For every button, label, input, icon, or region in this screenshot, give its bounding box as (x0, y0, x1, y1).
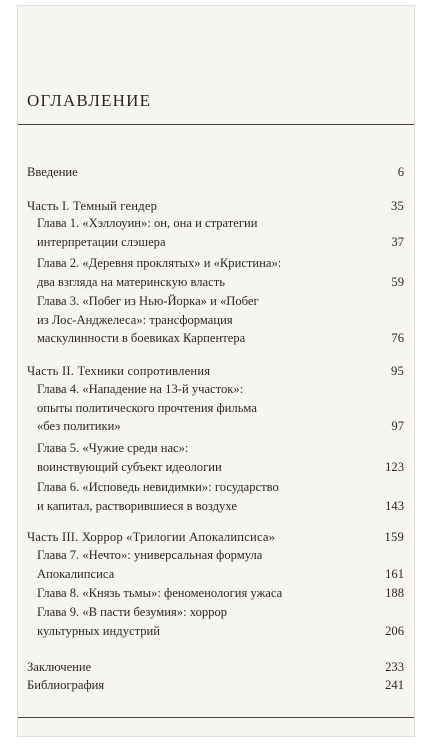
toc-chapter-7 (37, 546, 404, 583)
toc-entry-intro (27, 163, 404, 182)
toc-entry-title: Библиография (27, 678, 105, 692)
toc-entry-bibliography (27, 676, 404, 695)
toc-entry-title: Введение (27, 165, 78, 179)
toc-chapter-line: Глава 1. «Хэллоуин»: он, она и стратегии (37, 216, 258, 230)
toc-heading: ОГЛАВЛЕНИЕ (27, 91, 152, 110)
toc-chapter-1 (37, 214, 404, 251)
toc-page-number: 97 (391, 419, 404, 434)
toc-chapter-line: воинствующий субъект идеологии (37, 459, 222, 474)
toc-page-number: 188 (385, 586, 404, 600)
toc-page-number: 233 (385, 660, 404, 674)
toc-chapter-line: Глава 2. «Деревня проклятых» и «Кристина»: (37, 256, 282, 270)
toc-page-number: 123 (385, 459, 404, 474)
toc-page-number: 161 (385, 566, 404, 581)
toc-part-1 (27, 197, 404, 216)
toc-top-rule (18, 124, 414, 125)
toc-chapter-5 (37, 439, 404, 476)
toc-chapter-line: Глава 5. «Чужие среди нас»: (37, 441, 189, 455)
toc-chapter-line: Глава 9. «В пасти безумия»: хоррор (37, 605, 228, 619)
toc-page-number: 206 (385, 623, 404, 638)
toc-page-number: 241 (385, 678, 404, 692)
toc-chapter-3 (37, 292, 404, 348)
toc-chapter-line: Глава 8. «Князь тьмы»: феноменология ужаса (37, 586, 283, 600)
toc-chapter-line: «без политики» (37, 419, 121, 434)
toc-chapter-line: два взгляда на материнскую власть (37, 274, 225, 289)
toc-part-title: Часть III. Хоррор «Трилогии Апокалипсиса» (27, 530, 276, 544)
toc-page-number: 59 (391, 274, 404, 289)
toc-page-number: 35 (391, 199, 404, 213)
toc-entry-conclusion (27, 658, 404, 677)
toc-chapter-line: Глава 7. «Нечто»: универсальная формула (37, 548, 263, 562)
toc-chapter-line: Глава 4. «Нападение на 13-й участок»: (37, 382, 244, 396)
toc-chapter-8 (37, 584, 404, 603)
toc-chapter-line: Глава 3. «Побег из Нью-Йорка» и «Побег (37, 294, 259, 308)
book-page (18, 6, 414, 736)
toc-chapter-line: опыты политического прочтения фильма (37, 400, 257, 415)
toc-chapter-2 (37, 254, 404, 291)
toc-page-number: 6 (397, 165, 404, 179)
toc-chapter-6 (37, 478, 404, 515)
toc-page-number: 37 (391, 234, 404, 249)
toc-page-number: 76 (391, 331, 404, 346)
toc-chapter-4 (37, 380, 404, 436)
toc-chapter-line: из Лос-Анджелеса»: трансформация (37, 312, 233, 327)
toc-part-title: Часть II. Техники сопротивления (27, 364, 211, 378)
toc-bottom-rule (18, 717, 414, 718)
toc-chapter-line: и капитал, растворившиеся в воздухе (37, 498, 237, 513)
toc-chapter-9 (37, 603, 404, 640)
toc-page-number: 95 (391, 364, 404, 378)
toc-part-3 (27, 528, 404, 547)
toc-page-number: 143 (385, 498, 404, 513)
toc-chapter-line: Апокалипсиса (37, 566, 115, 581)
toc-page-number: 159 (384, 530, 404, 544)
toc-entry-title: Заключение (27, 660, 92, 674)
toc-chapter-line: Глава 6. «Исповедь невидимки»: государство (37, 480, 279, 494)
toc-chapter-line: маскулинности в боевиках Карпентера (37, 331, 246, 346)
toc-part-title: Часть I. Темный гендер (27, 199, 158, 213)
toc-part-2 (27, 362, 404, 381)
toc-chapter-line: культурных индустрий (37, 623, 161, 638)
toc-chapter-line: интерпретации слэшера (37, 234, 166, 249)
